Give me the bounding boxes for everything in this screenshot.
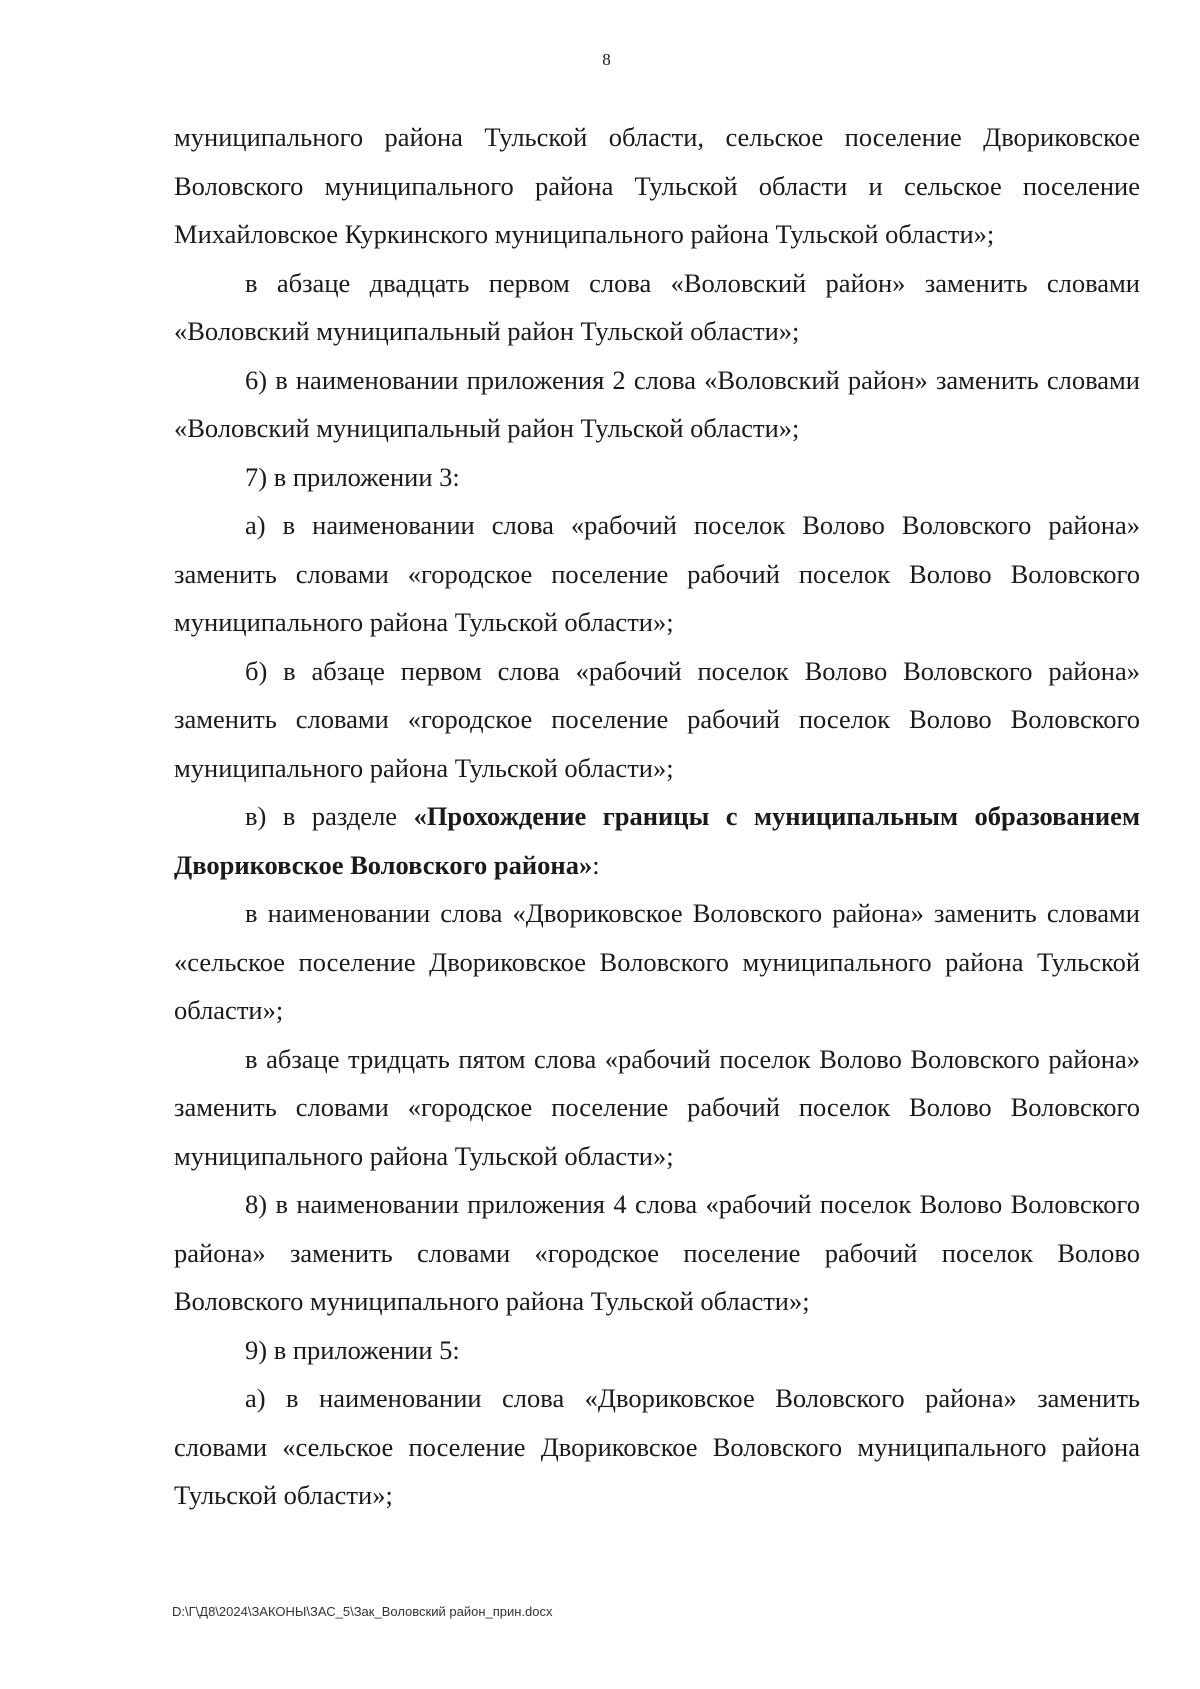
paragraph-item-7v-prefix: в) в разделе [245, 801, 414, 831]
document-body [174, 113, 1140, 1520]
paragraph-item-7v [174, 792, 1140, 889]
paragraph-abzac-21: в абзаце двадцать первом слова «Воловский район» заменить словами «Воловский муниципальный район Тульской области»; [174, 267, 1140, 346]
footer-file-path: D:\Г\Д8\2024\ЗАКОНЫ\ЗАС_5\Зак_Воловский район_прин.docx [172, 1604, 553, 1619]
paragraph-item-8: 8) в наименовании приложения 4 слова «рабочий поселок Волово Воловского района» заменить словами «городское поселение рабочий поселок Волово Воловского муниципального района Тульской области»; [174, 1189, 1140, 1316]
paragraph-item-6: 6) в наименовании приложения 2 слова «Воловский район» заменить словами «Воловский муниципальный район Тульской области»; [174, 364, 1140, 443]
paragraph-item-7b: б) в абзаце первом слова «рабочий поселок Волово Воловского района» заменить словами «городское поселение рабочий поселок Волово Воловского муниципального района Тульской области»; [174, 655, 1140, 783]
page-number: 8 [602, 50, 611, 69]
section-title-bold: «Прохождение границы с муниципальным образованием Двориковское Воловского района» [174, 801, 1140, 880]
paragraph-item-9a: а) в наименовании слова «Двориковское Воловского района» заменить словами «сельское поселение Двориковское Воловского муниципального района Тульской области»; [174, 1383, 1140, 1510]
paragraph-naimenovanie: в наименовании слова «Двориковское Воловского района» заменить словами «сельское поселение Двориковское Воловского муниципального района Тульской области»; [174, 898, 1140, 1025]
paragraph-item-7a: а) в наименовании слова «рабочий поселок Волово Воловского района» заменить словами «городское поселение рабочий поселок Волово Воловского муниципального района Тульской области»; [174, 510, 1140, 637]
paragraph-abzac-35: в абзаце тридцать пятом слова «рабочий поселок Волово Воловского района» заменить словами «городское поселение рабочий поселок Волово Воловского муниципального района Тульской области»; [174, 1043, 1140, 1171]
paragraph-item-9: 9) в приложении 5: [245, 1334, 460, 1365]
paragraph-item-7v-suffix: : [592, 849, 600, 880]
paragraph-item-7: 7) в приложении 3: [245, 461, 460, 492]
paragraph-continuation: муниципального района Тульской области, сельское поселение Двориковское Воловского муниципального района Тульской области и сельское поселение Михайловское Куркинского муниципального района Тульской области»; [174, 122, 1140, 249]
